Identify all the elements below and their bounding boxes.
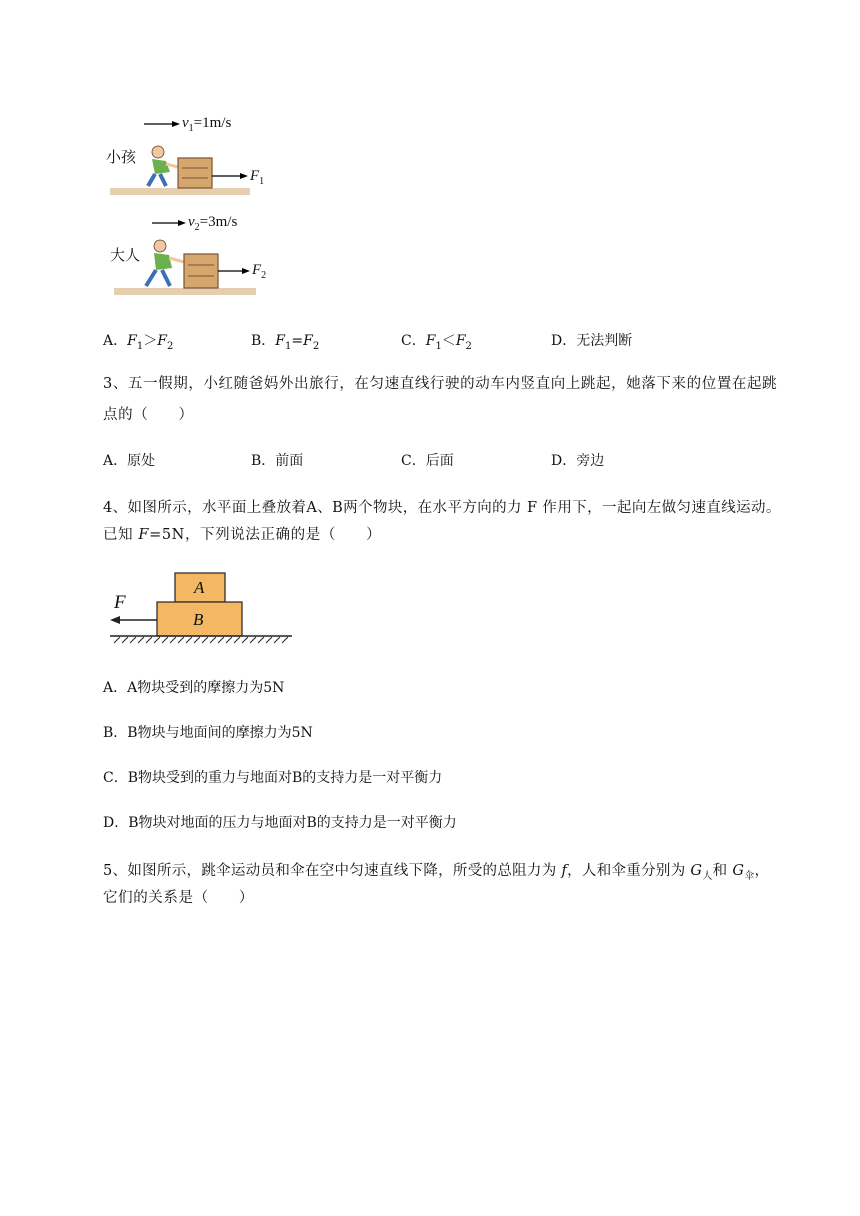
q4-option-c[interactable]: C．B物块受到的重力与地面对B的支持力是一对平衡力 <box>103 770 443 786</box>
q5-stem-line1: 5、如图所示，跳伞运动员和伞在空中匀速直线下降，所受的总阻力为 f，人和伞重分别为 $G_人$和 $G_伞$， <box>103 863 770 882</box>
q3-option-c[interactable]: C．后面 <box>401 453 454 469</box>
q3-option-a[interactable]: A．原处 <box>103 453 156 469</box>
q3-stem-line1: 3、五一假期，小红随爸妈外出旅行，在匀速直线行驶的动车内竖直向上跳起，她落下来的位置在起跳 <box>103 376 778 392</box>
block-force-label: F <box>114 592 126 613</box>
q4-stem-line2: 已知 F=5N，下列说法正确的是（ ） <box>103 527 382 543</box>
figure-stacked-blocks <box>108 570 298 648</box>
adult-force-label: $F_2$ <box>252 262 267 281</box>
block-b-label: B <box>193 610 204 629</box>
q2-option-a[interactable]: A．$F_1>F_2$ <box>103 333 174 352</box>
figure-pushing-boxes <box>100 112 280 302</box>
block-a-label: A <box>194 578 205 597</box>
adult-velocity-label: $v_2=3m/s$ <box>188 214 238 233</box>
q4-option-b[interactable]: B．B物块与地面间的摩擦力为5N <box>103 725 313 741</box>
q4-stem-line1: 4、如图所示，水平面上叠放着A、B两个物块，在水平方向的力 F 作用下，一起向左做匀速直线运动。 <box>103 500 781 516</box>
q2-option-b[interactable]: B．$F_1=F_2$ <box>251 333 320 352</box>
q3-option-b[interactable]: B．前面 <box>251 453 304 469</box>
q4-option-a[interactable]: A．A物块受到的摩擦力为5N <box>103 680 285 696</box>
q3-option-d[interactable]: D．旁边 <box>551 453 605 469</box>
q5-stem-line2: 它们的关系是（ ） <box>103 890 254 906</box>
adult-label: 大人 <box>110 246 141 264</box>
q4-option-d[interactable]: D．B物块对地面的压力与地面对B的支持力是一对平衡力 <box>103 815 457 831</box>
child-velocity-label: $v_1=1m/s$ <box>182 115 232 134</box>
q2-option-c[interactable]: C．$F_1<F_2$ <box>401 333 472 352</box>
q3-stem-line2: 点的（ ） <box>103 407 194 423</box>
child-label: 小孩 <box>106 148 137 166</box>
child-force-label: $F_1$ <box>250 168 265 187</box>
q2-option-d[interactable]: D．无法判断 <box>551 333 633 349</box>
